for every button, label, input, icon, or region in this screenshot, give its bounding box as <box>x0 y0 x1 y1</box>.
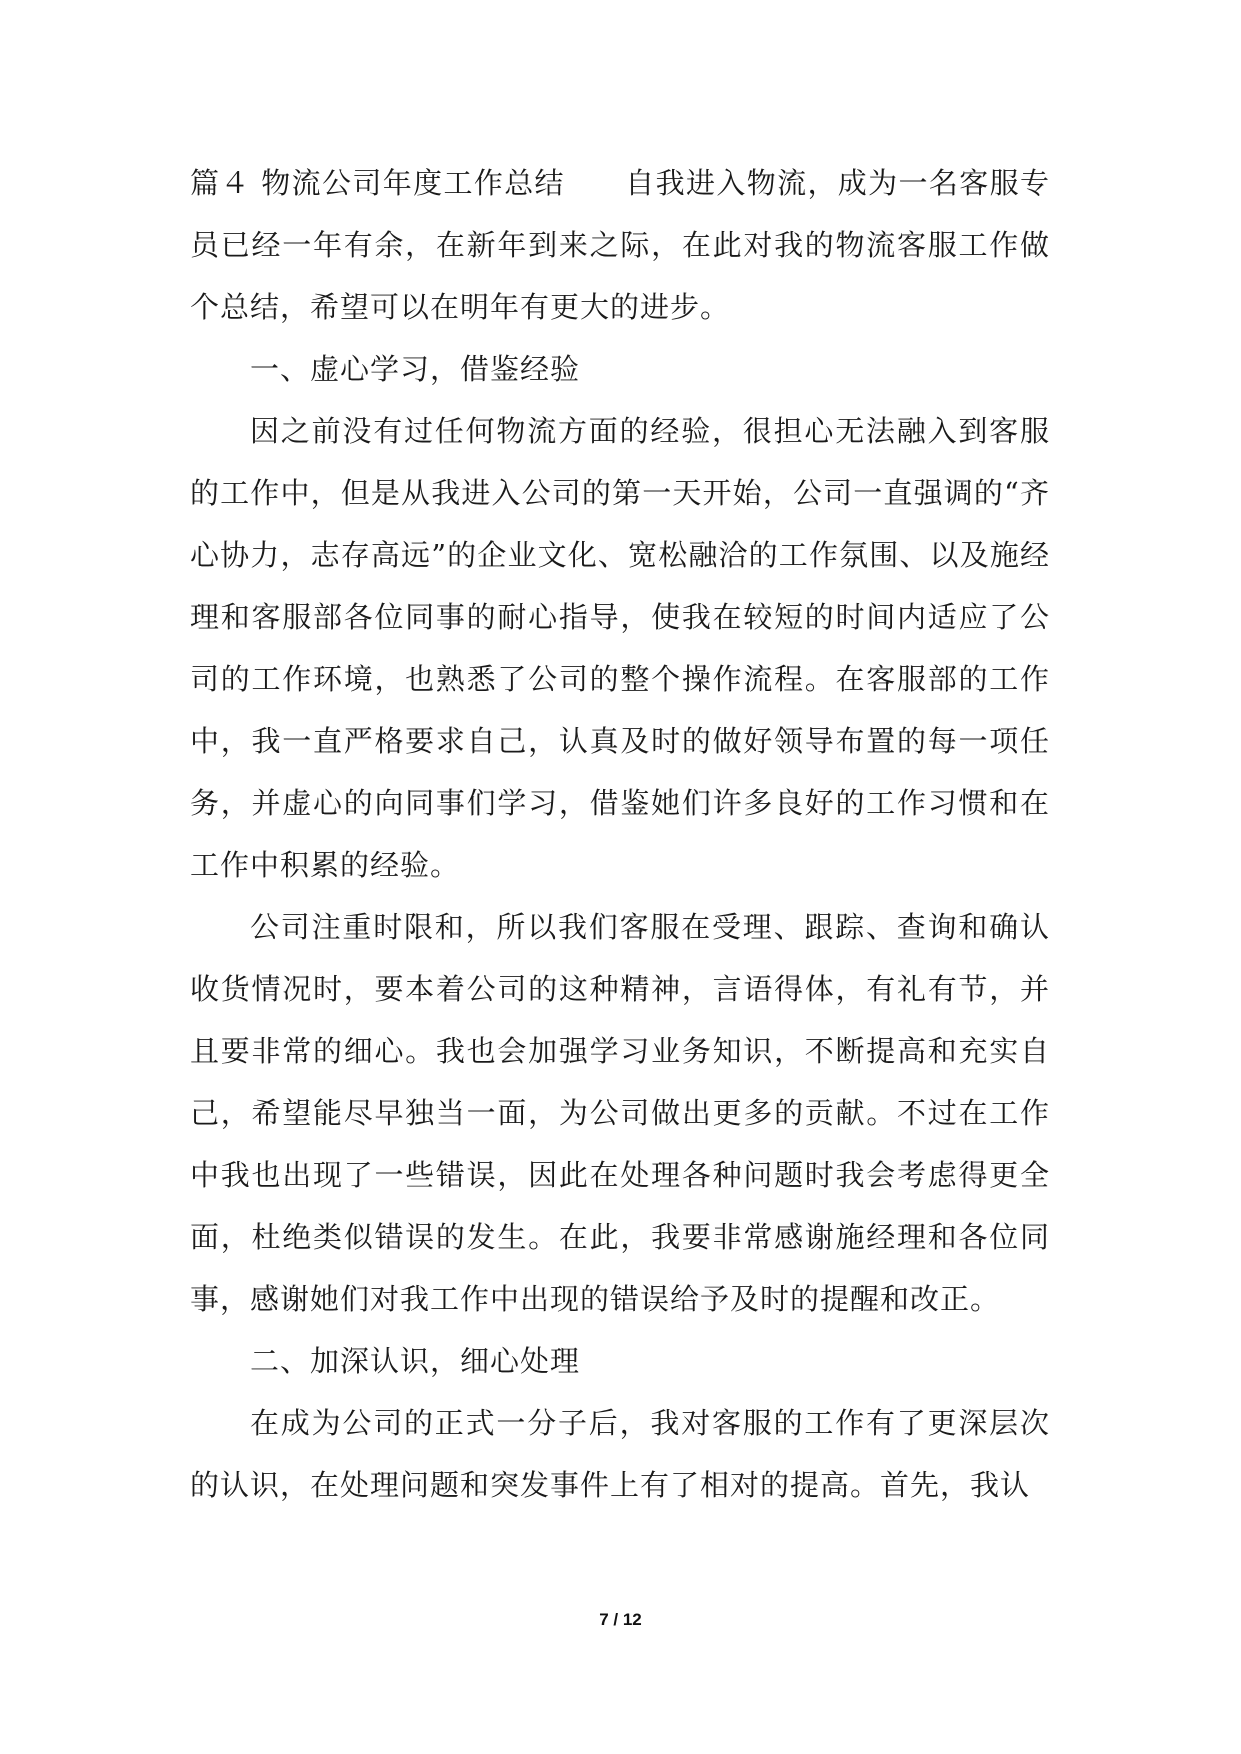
paragraph-3: 在成为公司的正式一分子后，我对客服的工作有了更深层次的认识，在处理问题和突发事件上有了相对的提高。首先，我认 <box>190 1406 1050 1502</box>
paragraph-1: 因之前没有过任何物流方面的经验，很担心无法融入到客服的工作中，但是从我进入公司的第一天开始，公司一直强调的“齐心协力，志存高远”的企业文化、宽松融洽的工作氛围、以及施经理和客服部各位同事的耐心指导，使我在较短的时间内适应了公司的工作环境，也熟悉了公司的整个操作流程。在客服部的工作中，我一直严格要求自己，认真及时的做好领导布置的每一项任务，并虚心的向同事们学习，借鉴她们许多良好的工作习惯和在工作中积累的经验。 <box>190 414 1050 882</box>
document-title: 篇４ 物流公司年度工作总结 <box>190 166 565 200</box>
document-body <box>190 152 1050 1516</box>
section-heading-2: 二、加深认识，细心处理 <box>250 1344 581 1378</box>
section-heading-1: 一、虚心学习，借鉴经验 <box>250 352 581 386</box>
intro-text: 自我进入物流，成为一名客服专员已经一年有余，在新年到来之际，在此对我的物流客服工作做个总结，希望可以在明年有更大的进步。 <box>190 166 1050 324</box>
paragraph-2: 公司注重时限和，所以我们客服在受理、跟踪、查询和确认收货情况时，要本着公司的这种精神，言语得体，有礼有节，并且要非常的细心。我也会加强学习业务知识，不断提高和充实自己，希望能尽早独当一面，为公司做出更多的贡献。不过在工作中我也出现了一些错误，因此在处理各种问题时我会考虑得更全面，杜绝类似错误的发生。在此，我要非常感谢施经理和各位同事，感谢她们对我工作中出现的错误给予及时的提醒和改正。 <box>190 910 1050 1316</box>
title-paragraph <box>190 152 1050 338</box>
page-number: 7 / 12 <box>599 1610 642 1629</box>
